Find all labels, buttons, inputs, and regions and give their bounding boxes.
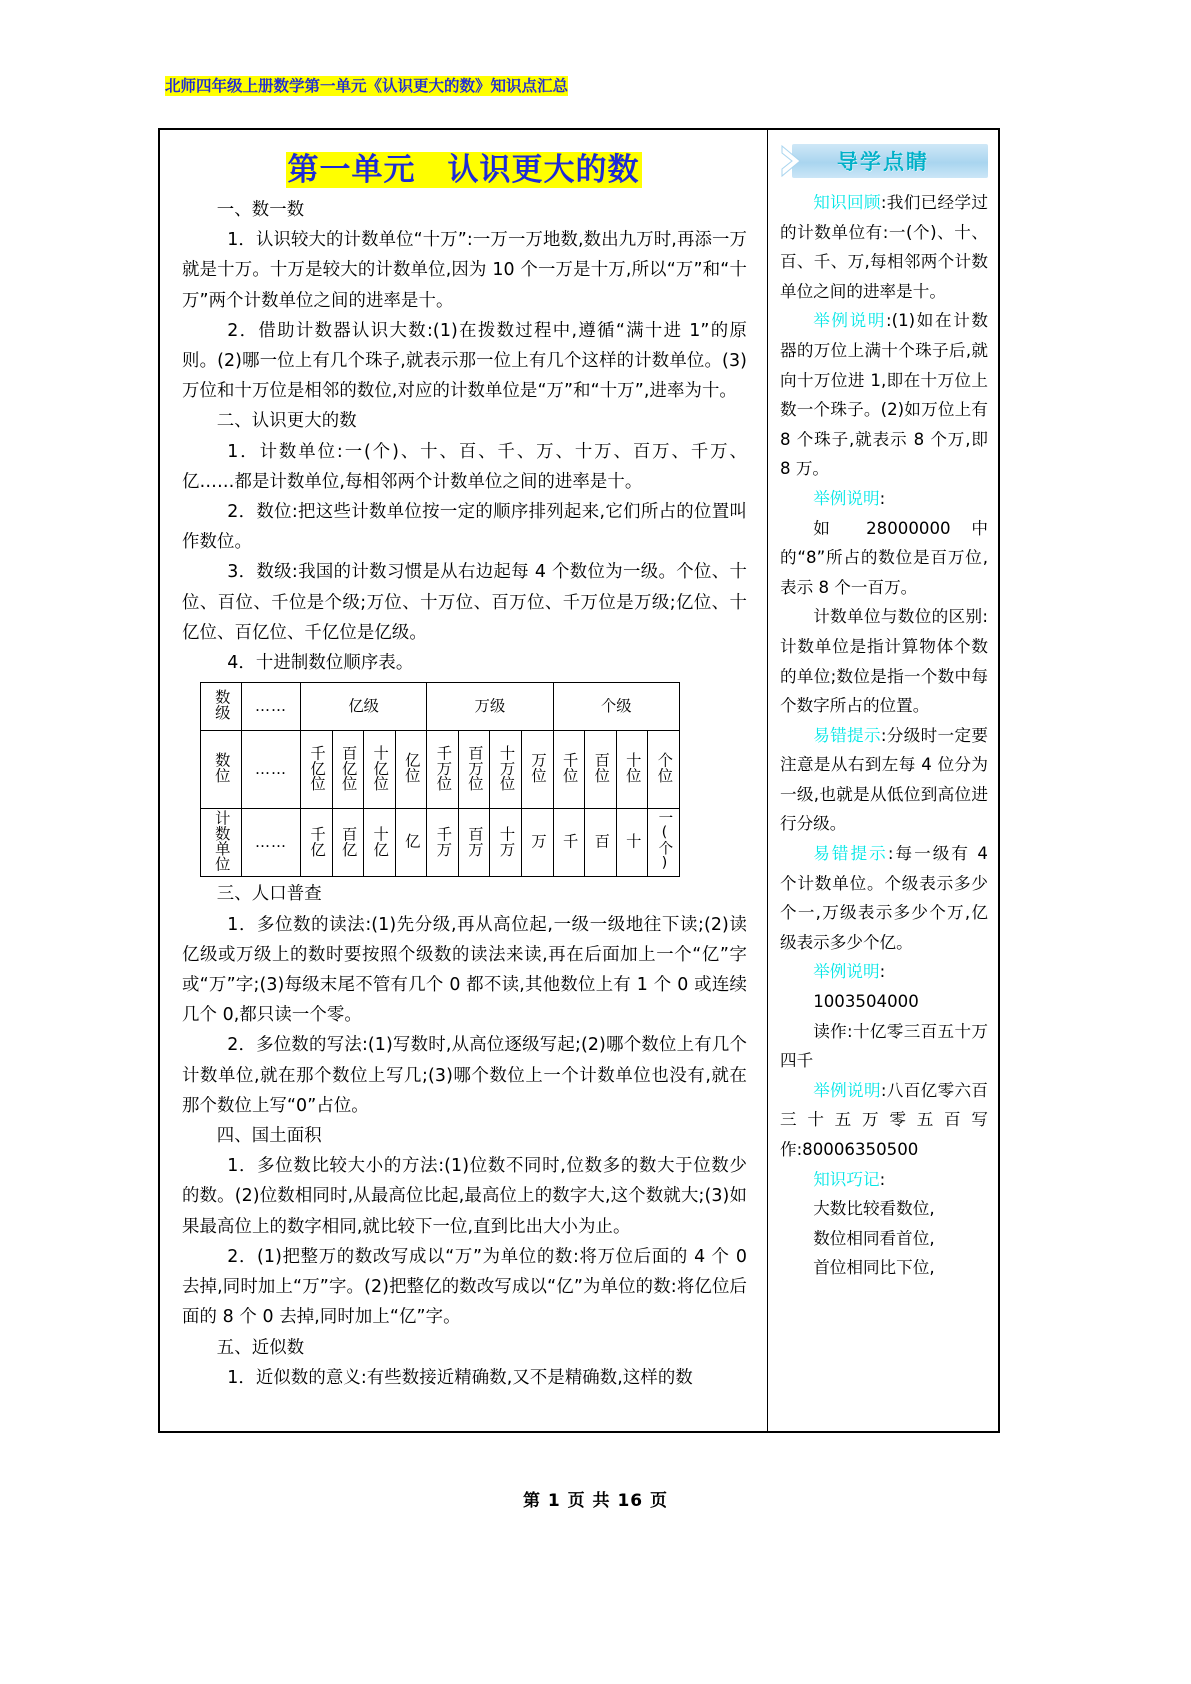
note-sep: :	[887, 844, 894, 864]
row-label-cell	[201, 809, 242, 877]
unit-cell	[332, 809, 364, 877]
sidebar-note: 数位相同看首位,	[813, 1228, 935, 1248]
digit-cell-text: 十位	[623, 752, 642, 784]
main-column	[160, 130, 768, 1431]
note-tag: 易错提示	[813, 844, 888, 864]
row-label: 数级	[212, 689, 231, 721]
unit-cell	[395, 809, 427, 877]
paragraph: 2．数位:把这些计数单位按一定的顺序排列起来,它们所占的位置叫作数位。	[182, 502, 747, 553]
banner-title: 导学点睛	[837, 150, 929, 174]
sidebar-note: 如 28000000 中的“8”所占的数位是百万位,表示 8 个一百万。	[780, 518, 988, 597]
dots-cell	[242, 809, 301, 877]
row-label: 数位	[212, 752, 231, 784]
unit-cell	[553, 809, 585, 877]
paragraph: 2．借助计数器认识大数:(1)在拨数过程中,遵循“满十进 1”的原则。(2)哪一位上有几个珠子,就表示那一位上有几个这样的计数单位。(3)万位和十万位是相邻的数位,对应的计数单位是“万”和“十万”,进率为十。	[182, 320, 747, 402]
sidebar-note	[780, 188, 988, 306]
digit-order-table-wrap	[200, 682, 767, 877]
unit-cell	[648, 809, 680, 877]
note-text: 分级时一定要注意是从右到左每 4 位分为一级,也就是从低位到高位进行分级。	[780, 725, 988, 834]
unit-cell-text: 一(个)	[656, 810, 673, 872]
ellipsis-text: ……	[255, 760, 287, 779]
unit-cell-text: 万	[529, 833, 548, 849]
unit-cell	[427, 809, 459, 877]
digit-cell-text: 百位	[592, 752, 611, 784]
note-tag: 知识巧记	[813, 1169, 880, 1189]
note-sep: :	[880, 1080, 887, 1100]
sidebar-note	[780, 839, 988, 957]
digit-cell	[585, 731, 617, 809]
digit-cell	[522, 731, 554, 809]
paragraph: 1．认识较大的计数单位“十万”:一万一万地数,数出九万时,再添一万就是十万。十万是较大的计数单位,因为 10 个一万是十万,所以“万”和“十万”两个计数单位之间的进率是十。	[182, 230, 747, 311]
note-tag: 举例说明	[813, 1080, 881, 1100]
unit-cell-text: 百亿	[339, 825, 358, 857]
row-label-cell	[201, 731, 242, 809]
sidebar-note	[780, 306, 988, 484]
note-sep: :	[886, 311, 892, 331]
main-body-bottom	[160, 879, 767, 1392]
row-label: 计数单位	[212, 810, 231, 872]
digit-cell	[301, 731, 333, 809]
digit-cell-text: 十亿位	[371, 744, 390, 791]
dots-cell	[242, 731, 301, 809]
unit-cell-text: 千	[560, 833, 579, 849]
paragraph: 2．多位数的写法:(1)写数时,从高位逐级写起;(2)哪个数位上有几个计数单位,就在那个数位上写几;(3)哪个数位上一个计数单位也没有,就在那个数位上写“0”占位。	[182, 1035, 747, 1116]
note-tag: 举例说明	[813, 488, 880, 508]
digit-cell	[648, 731, 680, 809]
group-cell: 个级	[553, 683, 679, 731]
table-row	[201, 731, 680, 809]
page-footer: 第 1 页 共 16 页	[522, 1491, 669, 1511]
digit-cell-text: 千亿位	[308, 744, 327, 791]
sidebar-note	[780, 957, 988, 987]
unit-cell-text: 千万	[434, 825, 453, 857]
unit-cell-text: 十万	[497, 825, 516, 857]
page-title-text: 第一单元 认识更大的数	[287, 152, 640, 188]
ellipsis-text: ……	[255, 697, 287, 716]
sidebar-note: 大数比较看数位,	[813, 1199, 935, 1219]
unit-cell	[490, 809, 522, 877]
paragraph: 3．数级:我国的计数习惯是从右边起每 4 个数位为一级。个位、十位、百位、千位是个级;万位、十万位、百万位、千万位是万级;亿位、十亿位、百亿位、千亿位是亿级。	[182, 562, 747, 643]
note-sep: :	[879, 488, 886, 508]
note-tag: 易错提示	[813, 725, 881, 745]
content-frame	[158, 128, 1000, 1433]
unit-cell	[522, 809, 554, 877]
unit-cell	[458, 809, 490, 877]
sidebar-note: 1003504000	[813, 992, 919, 1012]
note-tag: 举例说明	[813, 962, 880, 982]
digit-cell-text: 个位	[655, 752, 674, 784]
note-text: (1)如在计数器的万位上满十个珠子后,就向十万位进 1,即在十万位上数一个珠子。(2)如万位上有 8 个珠子,就表示 8 个万,即 8 万。	[780, 311, 988, 479]
digit-cell	[616, 731, 648, 809]
chevron-right-icon	[780, 144, 808, 178]
digit-cell-text: 千万位	[434, 744, 453, 791]
digit-cell-text: 千位	[560, 752, 579, 784]
paragraph: 1．计数单位:一(个)、十、百、千、万、十万、百万、千万、亿……都是计数单位,每相邻两个计数单位之间的进率是十。	[182, 441, 747, 492]
note-text: 我们已经学过的计数单位有:一(个)、十、百、千、万,每相邻两个计数单位之间的进率是十。	[780, 193, 988, 301]
paragraph: 2．(1)把整万的数改写成以“万”为单位的数:将万位后面的 4 个 0 去掉,同时加上“万”字。(2)把整亿的数改写成以“亿”为单位的数:将亿位后面的 8 个 0 去掉,同时加上“亿”字。	[182, 1246, 747, 1328]
note-tag: 举例说明	[813, 311, 887, 331]
digit-cell-text: 亿位	[402, 752, 421, 784]
digit-cell	[395, 731, 427, 809]
unit-cell	[364, 809, 396, 877]
row-label-cell	[201, 683, 242, 731]
paragraph: 1．多位数比较大小的方法:(1)位数不同时,位数多的数大于位数少的数。(2)位数相同时,从最高位比起,最高位上的数字大,这个数就大;(3)如果最高位上的数字相同,就比较下一位,直到比出大小为止。	[182, 1156, 747, 1237]
paragraph: 1．近似数的意义:有些数接近精确数,又不是精确数,这样的数	[227, 1367, 693, 1388]
unit-cell-text: 十	[623, 833, 642, 849]
paragraph: 三、人口普查	[216, 884, 322, 905]
paragraph: 四、国土面积	[216, 1126, 322, 1147]
sidebar-note: 首位相同比下位,	[813, 1258, 935, 1278]
page-title	[160, 144, 767, 189]
table-row	[201, 683, 680, 731]
group-cell: 亿级	[301, 683, 427, 731]
digit-cell-text: 百万位	[465, 744, 484, 791]
paragraph: 4．十进制数位顺序表。	[227, 653, 414, 674]
paragraph: 五、近似数	[216, 1337, 305, 1358]
note-sep: :	[879, 1169, 886, 1189]
unit-cell	[616, 809, 648, 877]
digit-cell	[553, 731, 585, 809]
table-row	[201, 809, 680, 877]
digit-cell-text: 万位	[529, 752, 548, 784]
sidebar-note: 读作:十亿零三百五十万四千	[780, 1021, 988, 1071]
sidebar-note	[780, 721, 988, 839]
note-text: 八百亿零六百三十五万零五百写作:80006350500	[780, 1080, 988, 1159]
digit-cell	[364, 731, 396, 809]
digit-cell	[490, 731, 522, 809]
group-cell: 万级	[427, 683, 553, 731]
guidance-sidebar	[768, 130, 998, 1431]
main-body-top	[160, 195, 767, 678]
dots-cell	[242, 683, 301, 731]
note-sep: :	[880, 725, 887, 745]
unit-cell-text: 千亿	[308, 825, 327, 857]
paragraph: 一、数一数	[216, 200, 305, 220]
paragraph: 1．多位数的读法:(1)先分级,再从高位起,一级一级地往下读;(2)读亿级或万级上的数时要按照个级数的读法来读,再在后面加上一个“亿”字或“万”字;(3)每级末尾不管有几个 0 都不读,其他数位上有 1 个 0 或连续几个 0,都只读一个零。	[182, 914, 747, 1026]
note-text: 每一级有 4 个计数单位。个级表示多少个一,万级表示多少个万,亿级表示多少个亿。	[780, 844, 988, 952]
note-tag: 知识回顾	[813, 193, 881, 212]
unit-cell-text: 亿	[402, 833, 421, 849]
running-header: 北师四年级上册数学第一单元《认识更大的数》知识点汇总	[165, 77, 569, 95]
digit-cell	[427, 731, 459, 809]
sidebar-note	[780, 1165, 988, 1195]
ellipsis-text: ……	[255, 833, 287, 852]
unit-cell-text: 百万	[465, 825, 484, 857]
digit-cell	[458, 731, 490, 809]
paragraph: 二、认识更大的数	[216, 411, 357, 432]
note-sep: :	[879, 962, 886, 982]
unit-cell-text: 百	[592, 833, 611, 849]
digit-cell-text: 百亿位	[339, 744, 358, 791]
note-sep: :	[880, 193, 887, 212]
digit-cell-text: 十万位	[497, 744, 516, 791]
sidebar-banner	[774, 140, 992, 182]
sidebar-body	[768, 186, 998, 1283]
sidebar-note	[780, 484, 988, 514]
sidebar-note: 计数单位与数位的区别:计数单位是指计算物体个数的单位;数位是指一个数中每个数字所占的位置。	[780, 607, 988, 716]
unit-cell	[585, 809, 617, 877]
digit-cell	[332, 731, 364, 809]
sidebar-note	[780, 1076, 988, 1165]
unit-cell	[301, 809, 333, 877]
digit-order-table	[200, 682, 680, 877]
unit-cell-text: 十亿	[371, 825, 390, 857]
